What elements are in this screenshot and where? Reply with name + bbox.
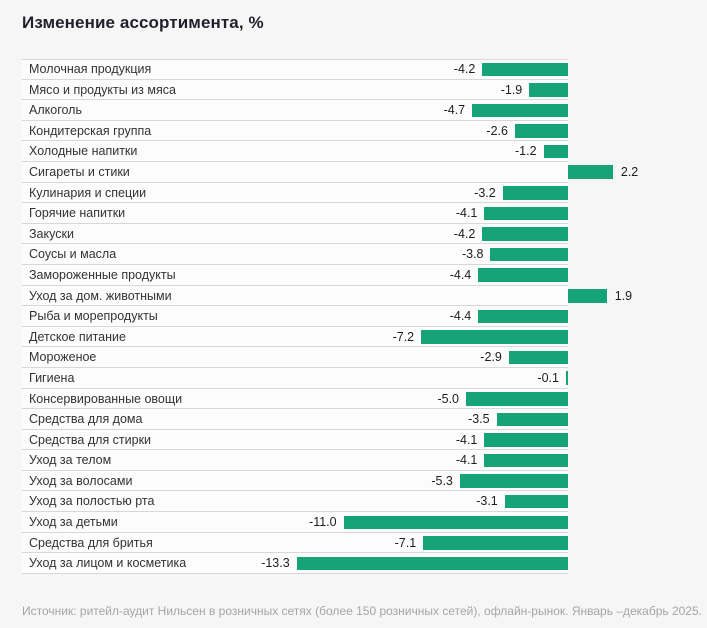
value-label: -1.2	[514, 144, 537, 159]
value-label: -1.9	[500, 82, 523, 97]
value-label: -4.2	[453, 226, 476, 241]
chart-row	[0, 286, 707, 307]
chart-row	[0, 553, 707, 574]
category-label: Молочная продукция	[29, 62, 152, 76]
value-label: -4.4	[449, 309, 472, 324]
category-label: Уход за телом	[29, 453, 112, 468]
chart-row	[0, 121, 707, 142]
value-bar	[529, 83, 568, 97]
chart-row	[0, 368, 707, 389]
value-label: -2.6	[486, 123, 508, 138]
value-label: -5.3	[431, 473, 453, 488]
category-label: Уход за полостью рта	[29, 494, 155, 509]
value-label: -4.2	[453, 62, 476, 76]
value-label: -7.1	[394, 535, 417, 550]
value-bar	[568, 289, 607, 303]
value-bar	[490, 248, 568, 262]
value-label: -4.1	[455, 453, 478, 468]
category-label: Средства для стирки	[29, 432, 152, 447]
chart-row	[0, 265, 707, 286]
value-bar	[503, 186, 568, 200]
value-label: -3.8	[461, 247, 484, 262]
category-label: Сигареты и стики	[29, 164, 130, 179]
category-label: Кулинария и специи	[29, 185, 147, 200]
chart-row	[0, 512, 707, 533]
value-bar	[484, 454, 568, 468]
value-label: -3.2	[474, 185, 496, 200]
chart-row	[0, 491, 707, 512]
chart-row	[0, 162, 707, 183]
category-label: Алкоголь	[29, 103, 82, 118]
chart-row	[0, 430, 707, 451]
value-bar	[566, 371, 568, 385]
category-label: Гигиена	[29, 370, 75, 385]
category-label: Мороженое	[29, 350, 97, 365]
value-bar	[478, 310, 568, 324]
source-note: Источник: ритейл-аудит Нильсен в розничных сетях (более 150 розничных сетей), офлайн-рынок. Январь –декабрь 2025.	[22, 604, 702, 618]
value-label: -0.1	[537, 370, 559, 385]
value-bar	[297, 557, 568, 571]
category-label: Консервированные овощи	[29, 391, 183, 406]
value-label: 1.9	[614, 288, 633, 303]
value-bar	[509, 351, 568, 365]
chart-row	[0, 389, 707, 410]
value-label: -7.2	[392, 329, 415, 344]
value-label: -4.1	[455, 432, 478, 447]
value-label: -3.1	[476, 494, 498, 509]
chart-row	[0, 100, 707, 121]
value-label: 2.2	[620, 164, 639, 179]
category-label: Рыба и морепродукты	[29, 309, 158, 324]
chart-row	[0, 533, 707, 554]
value-label: -3.5	[468, 412, 490, 427]
category-label: Детское питание	[29, 329, 126, 344]
value-bar	[515, 124, 568, 138]
category-label: Уход за волосами	[29, 473, 133, 488]
category-label: Холодные напитки	[29, 144, 138, 159]
value-bar	[497, 413, 568, 427]
value-label: -2.9	[480, 350, 502, 365]
chart-row	[0, 327, 707, 348]
value-bar	[421, 330, 568, 344]
chart-row	[0, 203, 707, 224]
chart-row	[0, 183, 707, 204]
value-bar	[472, 104, 568, 118]
chart-row	[0, 450, 707, 471]
value-bar	[484, 433, 568, 447]
chart-row	[0, 306, 707, 327]
category-label: Средства для бритья	[29, 535, 153, 550]
chart-row	[0, 471, 707, 492]
value-bar	[505, 495, 568, 509]
value-label: -11.0	[309, 515, 337, 530]
chart-row	[0, 59, 707, 80]
category-label: Горячие напитки	[29, 206, 126, 221]
bar-chart	[0, 59, 707, 574]
value-label: -4.1	[455, 206, 478, 221]
value-label: -4.7	[443, 103, 466, 118]
chart-title: Изменение ассортимента, %	[22, 13, 264, 32]
value-bar	[568, 165, 613, 179]
row-track	[22, 368, 568, 389]
category-label: Уход за лицом и косметика	[29, 556, 187, 571]
category-label: Замороженные продукты	[29, 267, 176, 282]
category-label: Мясо и продукты из мяса	[29, 82, 176, 97]
value-bar	[484, 207, 568, 221]
chart-row	[0, 80, 707, 101]
value-bar	[478, 268, 568, 282]
chart-row	[0, 347, 707, 368]
category-label: Средства для дома	[29, 412, 143, 427]
category-label: Закуски	[29, 226, 74, 241]
chart-row	[0, 244, 707, 265]
category-label: Уход за дом. животными	[29, 288, 172, 303]
chart-row	[0, 141, 707, 162]
chart-row	[0, 409, 707, 430]
value-label: -5.0	[437, 391, 459, 406]
value-bar	[544, 145, 568, 159]
chart-row	[0, 224, 707, 245]
value-bar	[482, 63, 568, 77]
value-label: -4.4	[449, 267, 472, 282]
value-label: -13.3	[261, 556, 290, 571]
category-label: Соусы и масла	[29, 247, 117, 262]
category-label: Кондитерская группа	[29, 123, 152, 138]
value-bar	[482, 227, 568, 241]
value-bar	[466, 392, 568, 406]
value-bar	[344, 516, 568, 530]
value-bar	[423, 536, 568, 550]
category-label: Уход за детьми	[29, 515, 118, 530]
value-bar	[460, 474, 568, 488]
